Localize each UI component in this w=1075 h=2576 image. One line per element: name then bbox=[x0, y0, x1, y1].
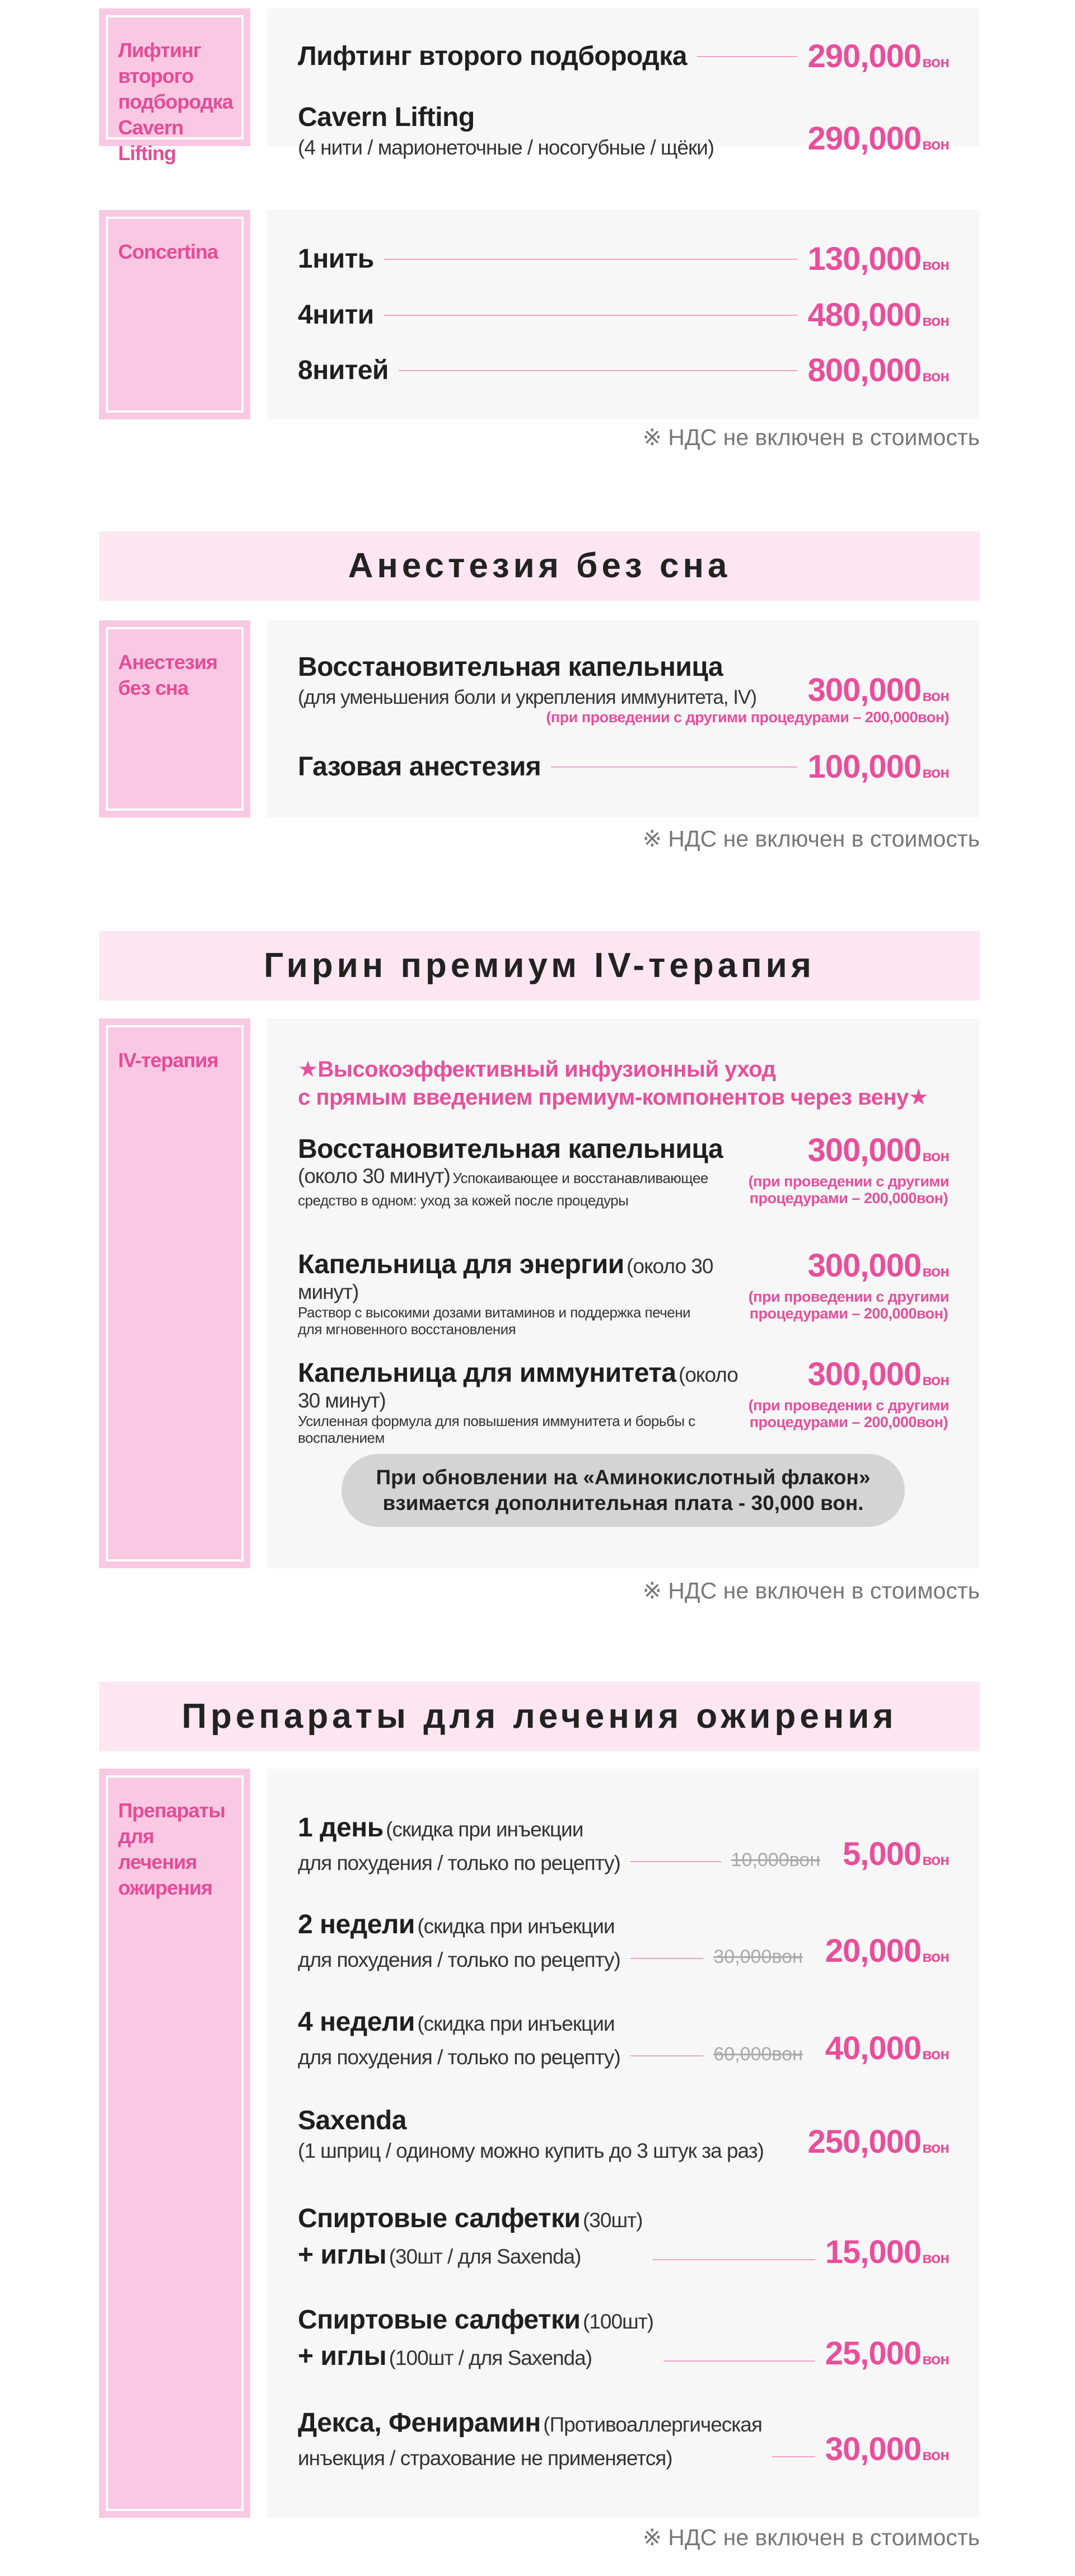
price-row bbox=[298, 1358, 949, 1446]
item-text bbox=[298, 1909, 620, 1975]
leader-line bbox=[384, 315, 798, 316]
item-price: 300,000вон bbox=[807, 1247, 949, 1284]
price-note: (при проведении с другими процедурами – 200,000вон) bbox=[748, 1397, 949, 1430]
item-text bbox=[298, 2304, 653, 2377]
item-price: 290,000вон bbox=[807, 120, 949, 157]
item-text bbox=[298, 1358, 749, 1446]
item-price: 480,000вон bbox=[807, 297, 949, 333]
item-price: 250,000вон bbox=[807, 2124, 949, 2160]
item-name: Восстановительная капельница bbox=[298, 652, 723, 682]
item-desc: (4 нити / марионеточные / носогубные / щёки) bbox=[298, 136, 714, 159]
side-label-text: Анестезия без сна bbox=[106, 627, 244, 811]
item-title: Капельница для энергии (около 30 минут) bbox=[298, 1250, 713, 1303]
leader-line bbox=[384, 259, 798, 260]
side-label-text: Concertina bbox=[106, 217, 244, 413]
item-title: 2 недели (скидка при инъекции bbox=[298, 1910, 615, 1939]
item-price: 300,000вон bbox=[807, 1132, 949, 1168]
item-detail: (около 30 минут) Успокаивающее и восстанавливающее bbox=[298, 1165, 708, 1188]
item-name: Cavern Lifting bbox=[298, 102, 475, 132]
vat-note: ※ НДС не включен в стоимость bbox=[642, 424, 980, 450]
item-desc: для похудения / только по рецепту) bbox=[298, 2046, 620, 2069]
anesthesia-card bbox=[267, 620, 980, 817]
item-title: 1 день (скидка при инъекции bbox=[298, 1813, 583, 1843]
anesthesia-side-label bbox=[99, 620, 250, 817]
leader-line bbox=[663, 2360, 815, 2362]
item-name: 4нити bbox=[298, 300, 374, 330]
item-price: 130,000вон bbox=[807, 241, 949, 277]
old-price: 30,000вон bbox=[713, 1946, 803, 1967]
item-text bbox=[298, 2203, 642, 2276]
item-desc: Усиленная формула для повышения иммунитета и борьбы с воспалением bbox=[298, 1413, 695, 1446]
price-row bbox=[298, 1909, 949, 1975]
lifting-card bbox=[267, 8, 980, 159]
price-row bbox=[298, 1134, 949, 1209]
item-price: 40,000вон bbox=[825, 2030, 949, 2067]
item-name: Saxenda bbox=[298, 2106, 406, 2135]
leader-line bbox=[697, 56, 798, 57]
price-note: (при проведении с другими процедурами – 200,000вон) bbox=[546, 709, 949, 726]
item-text bbox=[298, 1134, 749, 1209]
price-row bbox=[298, 748, 949, 786]
item-title: + иглы (30шт / для Saxenda) bbox=[298, 2240, 581, 2270]
item-text bbox=[298, 102, 807, 162]
item-text bbox=[298, 2105, 807, 2166]
item-price: 100,000вон bbox=[807, 749, 949, 785]
upgrade-notice: При обновлении на «Аминокислотный флакон» взимается дополнительная плата - 30,000 вон. bbox=[342, 1454, 905, 1527]
item-price: 300,000вон bbox=[807, 1356, 949, 1392]
item-desc: для похудения / только по рецепту) bbox=[298, 1948, 620, 1971]
price-note: (при проведении с другими процедурами – 200,000вон) bbox=[748, 1288, 949, 1322]
item-text bbox=[298, 1812, 620, 1878]
item-name: 1нить bbox=[298, 244, 374, 274]
price-row bbox=[298, 652, 949, 712]
price-row bbox=[298, 240, 949, 278]
item-name: 8нитей bbox=[298, 355, 389, 385]
price-block bbox=[749, 1134, 949, 1207]
item-price: 5,000вон bbox=[842, 1836, 949, 1872]
concertina-side-label bbox=[99, 210, 250, 419]
price-row bbox=[298, 2105, 949, 2166]
price-row bbox=[298, 2007, 949, 2072]
price-row bbox=[298, 102, 949, 162]
vat-note: ※ НДС не включен в стоимость bbox=[642, 2524, 980, 2550]
item-desc: (для уменьшения боли и укрепления иммунитета, IV) bbox=[298, 686, 756, 708]
price-note: (при проведении с другими процедурами – 200,000вон) bbox=[748, 1173, 949, 1207]
leader-line bbox=[630, 2055, 704, 2056]
price-row bbox=[298, 2407, 949, 2473]
leader-line bbox=[551, 766, 797, 768]
price-block bbox=[749, 1358, 949, 1430]
item-price: 30,000вон bbox=[825, 2431, 949, 2467]
item-desc: средство в одном: уход за кожей после процедуры bbox=[298, 1192, 629, 1209]
iv-side-label bbox=[99, 1018, 250, 1568]
item-price: 290,000вон bbox=[807, 38, 949, 74]
obesity-side-label bbox=[99, 1769, 250, 2518]
item-title: 4 недели (скидка при инъекции bbox=[298, 2007, 615, 2037]
price-row bbox=[298, 296, 949, 334]
leader-line bbox=[772, 2456, 815, 2457]
item-desc: Раствор с высокими дозами витаминов и поддержка печени bbox=[298, 1304, 691, 1321]
section-heading: Гирин премиум IV-терапия bbox=[99, 931, 980, 1001]
item-desc: для мгновенного восстановления bbox=[298, 1321, 516, 1338]
item-price: 800,000вон bbox=[807, 352, 949, 389]
concertina-card bbox=[267, 210, 980, 419]
item-title: Декса, Фенирамин (Противоаллергическая bbox=[298, 2408, 762, 2438]
price-row bbox=[298, 38, 949, 75]
item-desc: (1 шприц / одиному можно купить до 3 штук за раз) bbox=[298, 2139, 764, 2162]
price-block bbox=[807, 674, 949, 712]
price-row bbox=[298, 1249, 949, 1338]
side-label-text: Препараты для лечения ожирения bbox=[106, 1775, 244, 2511]
old-price: 10,000вон bbox=[731, 1849, 820, 1871]
item-desc: инъекция / страхование не применяется) bbox=[298, 2447, 672, 2470]
section-heading: Анестезия без сна bbox=[99, 531, 980, 601]
item-title: Спиртовые салфетки (30шт) bbox=[298, 2204, 643, 2233]
price-row bbox=[298, 352, 949, 389]
section-heading: Препараты для лечения ожирения bbox=[99, 1682, 980, 1751]
price-row bbox=[298, 2304, 949, 2377]
price-row bbox=[298, 1812, 949, 1878]
item-text bbox=[298, 2407, 762, 2473]
side-label-text: IV-терапия bbox=[106, 1025, 244, 1562]
item-price: 20,000вон bbox=[825, 1933, 949, 1969]
side-label-text: Лифтинг второго подбородка Cavern Lifting bbox=[106, 15, 244, 139]
item-title: + иглы (100шт / для Saxenda) bbox=[298, 2341, 592, 2371]
item-text bbox=[298, 652, 807, 712]
item-text bbox=[298, 2007, 620, 2072]
iv-intro: ★Высокоэффективный инфузионный уход с прямым введением премиум-компонентов через вену★ bbox=[298, 1057, 929, 1110]
iv-card bbox=[267, 1018, 980, 1568]
price-row bbox=[298, 2203, 949, 2276]
vat-note: ※ НДС не включен в стоимость bbox=[642, 1578, 980, 1603]
obesity-card bbox=[267, 1769, 980, 2518]
item-price: 300,000вон bbox=[807, 672, 949, 708]
item-text bbox=[298, 1249, 749, 1338]
item-desc: для похудения / только по рецепту) bbox=[298, 1852, 620, 1874]
vat-note: ※ НДС не включен в стоимость bbox=[642, 826, 980, 852]
item-name: Восстановительная капельница bbox=[298, 1134, 723, 1164]
item-title: Капельница для иммунитета (около 30 минут) bbox=[298, 1358, 738, 1412]
item-name: Лифтинг второго подбородка bbox=[298, 41, 687, 71]
leader-line bbox=[652, 2259, 815, 2260]
leader-line bbox=[630, 1958, 704, 1959]
item-price: 25,000вон bbox=[825, 2335, 949, 2372]
item-price: 15,000вон bbox=[825, 2234, 949, 2270]
lifting-side-label bbox=[99, 8, 250, 165]
item-title: Спиртовые салфетки (100шт) bbox=[298, 2305, 653, 2335]
item-name: Газовая анестезия bbox=[298, 751, 541, 782]
leader-line bbox=[399, 370, 798, 371]
old-price: 60,000вон bbox=[713, 2044, 803, 2065]
leader-line bbox=[630, 1861, 721, 1862]
price-block bbox=[749, 1249, 949, 1322]
